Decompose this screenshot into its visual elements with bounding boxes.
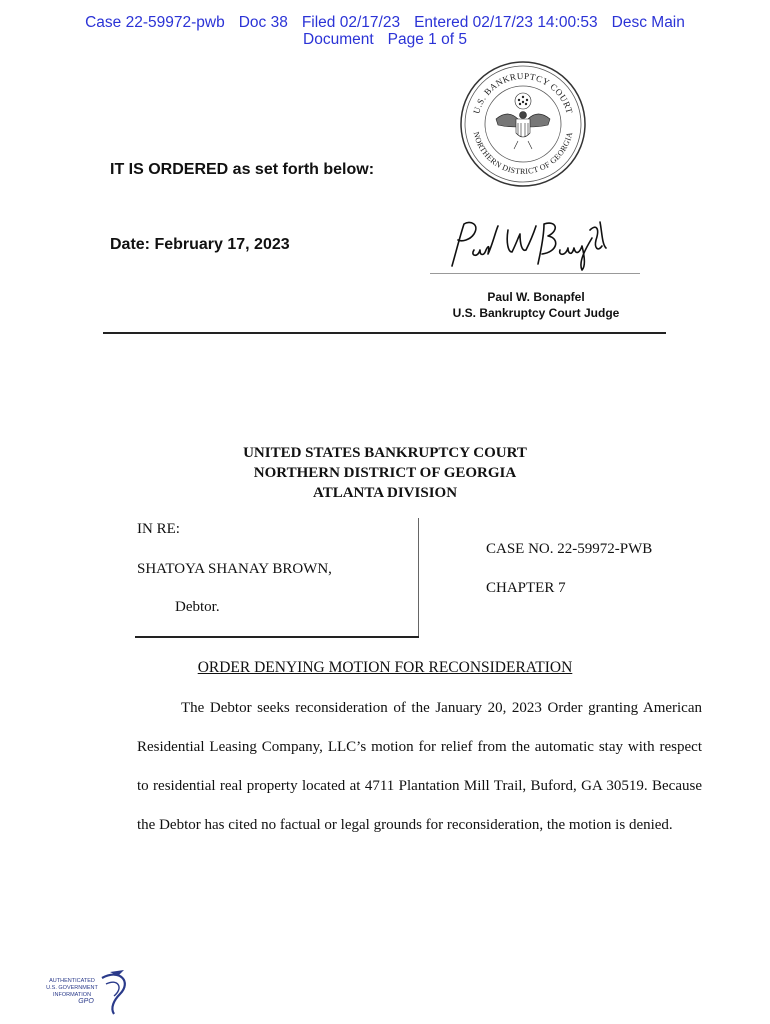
judge-name: Paul W. Bonapfel: [487, 290, 585, 304]
ecf-document: Document: [303, 31, 374, 48]
caption-vertical-rule: [418, 518, 419, 638]
header-divider: [103, 332, 666, 334]
caption-in-re: IN RE:: [137, 521, 180, 537]
ecf-desc: Desc Main: [611, 14, 685, 31]
judge-signature: [440, 216, 612, 272]
caption-case-number: CASE NO. 22-59972-PWB: [486, 541, 653, 557]
gpo-mark: GPO: [78, 998, 94, 1005]
ecf-entered-date: Entered 02/17/23 14:00:53: [414, 14, 598, 31]
ecf-header: [0, 14, 770, 48]
ecf-header-line-2: [0, 31, 770, 48]
order-paragraph: The Debtor seeks reconsideration of the January 20, 2023 Order granting American Residential Leasing Company, LLC’s motion for relief from the automatic stay with respect to residential real property located at 4711 Plantation Mill Trail, Buford, GA 30519. Because the Debtor has cited no factual or legal grounds for reconsideration, the motion is denied.: [137, 700, 702, 833]
gpo-line-1: AUTHENTICATED: [49, 978, 95, 984]
order-date: Date: February 17, 2023: [110, 236, 290, 253]
ecf-page: Page 1 of 5: [387, 31, 467, 48]
order-title: ORDER DENYING MOTION FOR RECONSIDERATION: [197, 659, 573, 676]
caption-chapter: CHAPTER 7: [486, 580, 566, 596]
ecf-filed-date: Filed 02/17/23: [301, 14, 401, 31]
caption-debtor-label: Debtor.: [175, 599, 220, 615]
caption-debtor-name: SHATOYA SHANAY BROWN,: [137, 561, 332, 577]
court-name: UNITED STATES BANKRUPTCY COURT: [243, 445, 527, 461]
gpo-line-3: INFORMATION: [52, 992, 92, 998]
court-seal: [456, 57, 590, 191]
judge-title: U.S. Bankruptcy Court Judge: [452, 306, 620, 320]
ecf-doc-number: Doc 38: [238, 14, 288, 31]
court-division: ATLANTA DIVISION: [312, 485, 458, 501]
ecf-header-line-1: [0, 14, 770, 31]
seal-bottom-text: NORTHERN DISTRICT OF GEORGIA: [471, 130, 575, 176]
signature-line: [430, 273, 640, 274]
gpo-line-2: U.S. GOVERNMENT: [46, 985, 98, 991]
eagle-icon: [496, 93, 550, 149]
seal-top-text: U.S. BANKRUPTCY COURT: [471, 70, 575, 115]
court-district: NORTHERN DISTRICT OF GEORGIA: [253, 465, 517, 481]
ecf-case-number: Case 22-59972-pwb: [85, 14, 225, 31]
ordered-statement: IT IS ORDERED as set forth below:: [110, 161, 375, 178]
caption-horizontal-rule: [135, 636, 419, 638]
